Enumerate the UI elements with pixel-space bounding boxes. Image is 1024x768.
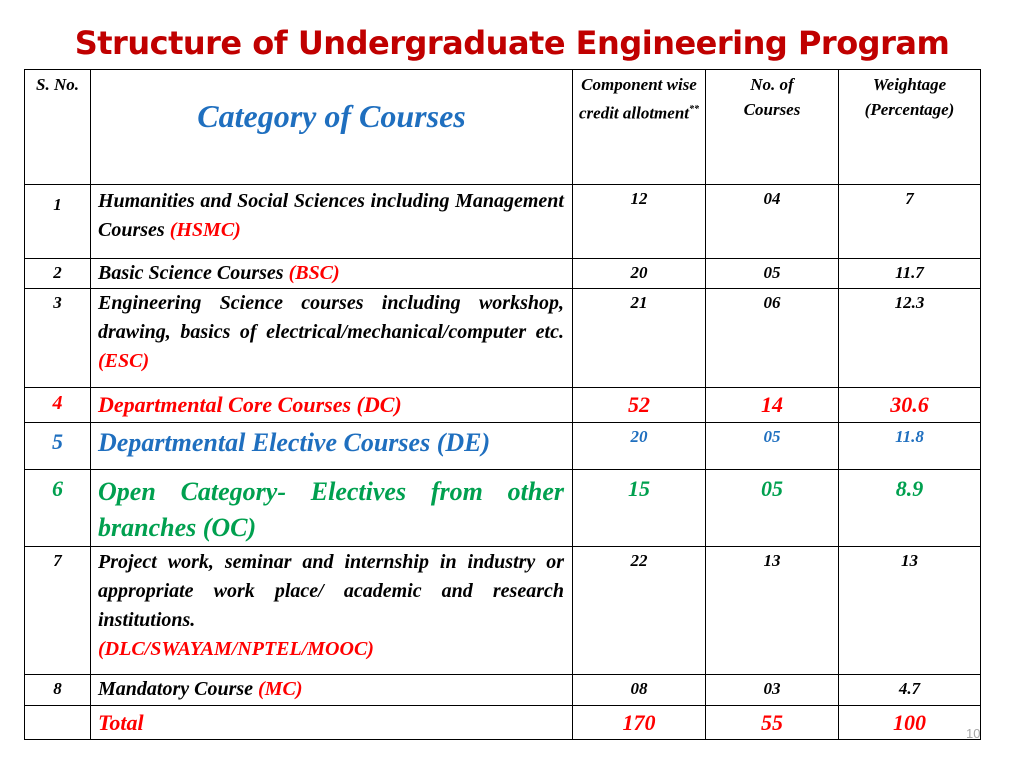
row-credit: 08 — [573, 675, 706, 706]
total-sno — [25, 706, 91, 740]
row-sno: 3 — [25, 289, 91, 388]
row-credit: 22 — [573, 547, 706, 675]
row-credit: 21 — [573, 289, 706, 388]
row-category — [91, 185, 573, 259]
row-sno: 8 — [25, 675, 91, 706]
row-courses: 05 — [706, 259, 839, 289]
row-sno: 1 — [25, 185, 91, 259]
page-title: Structure of Undergraduate Engineering Program — [74, 24, 950, 62]
program-structure-table — [24, 69, 981, 740]
table-row — [25, 547, 981, 675]
header-credit — [573, 70, 706, 185]
row-sno: 2 — [25, 259, 91, 289]
row-name: Departmental Core Courses (DC) — [91, 388, 573, 423]
row-courses: 05 — [706, 423, 839, 470]
table-row — [25, 423, 981, 470]
header-weightage: Weightage (Percentage) — [839, 70, 981, 185]
header-category: Category of Courses — [91, 70, 573, 185]
header-courses: No. of Courses — [706, 70, 839, 185]
table-row — [25, 185, 981, 259]
row-sno: 4 — [25, 388, 91, 423]
row-credit: 20 — [573, 423, 706, 470]
total-credit: 170 — [573, 706, 706, 740]
row-code: (ESC) — [98, 350, 150, 372]
row-weight: 4.7 — [839, 675, 981, 706]
row-name: Open Category- Electives from other branches (OC) — [91, 470, 573, 547]
row-category — [91, 547, 573, 675]
row-code: (BSC) — [288, 262, 340, 284]
total-label: Total — [91, 706, 573, 740]
row-credit: 12 — [573, 185, 706, 259]
row-sno: 6 — [25, 470, 91, 547]
row-credit: 52 — [573, 388, 706, 423]
row-category — [91, 675, 573, 706]
row-credit: 15 — [573, 470, 706, 547]
total-courses: 55 — [706, 706, 839, 740]
header-sno: S. No. — [25, 70, 91, 185]
row-weight: 13 — [839, 547, 981, 675]
header-credit-text: Component wise credit allotment — [578, 75, 697, 123]
row-weight: 11.7 — [839, 259, 981, 289]
row-courses: 04 — [706, 185, 839, 259]
row-category — [91, 259, 573, 289]
row-weight: 11.8 — [839, 423, 981, 470]
row-courses: 03 — [706, 675, 839, 706]
row-code: (HSMC) — [169, 219, 241, 241]
table-row — [25, 289, 981, 388]
total-weight: 100 — [839, 706, 981, 740]
row-code: (MC) — [258, 678, 303, 700]
row-weight: 30.6 — [839, 388, 981, 423]
table-row — [25, 470, 981, 547]
table-header-row — [25, 70, 981, 185]
row-name: Project work, seminar and internship in industry or appropriate work place/ academic and research institutions. — [98, 551, 564, 631]
row-weight: 8.9 — [839, 470, 981, 547]
table-row — [25, 259, 981, 289]
row-courses: 06 — [706, 289, 839, 388]
page-number: 10 — [966, 726, 981, 741]
row-courses: 14 — [706, 388, 839, 423]
row-name: Mandatory Course — [98, 678, 254, 700]
row-sno: 7 — [25, 547, 91, 675]
total-row — [25, 706, 981, 740]
row-courses: 13 — [706, 547, 839, 675]
row-weight: 7 — [839, 185, 981, 259]
row-name: Departmental Elective Courses (DE) — [91, 423, 573, 470]
row-sno: 5 — [25, 423, 91, 470]
row-code: (DLC/SWAYAM/NPTEL/MOOC) — [98, 638, 374, 660]
row-name: Humanities and Social Sciences including Management Courses — [98, 190, 564, 241]
row-name: Basic Science Courses — [98, 262, 284, 284]
row-category — [91, 289, 573, 388]
row-weight: 12.3 — [839, 289, 981, 388]
header-credit-sup: ** — [689, 104, 700, 115]
row-name: Engineering Science courses including workshop, drawing, basics of electrical/mechanical/computer etc. — [98, 292, 564, 343]
table-row — [25, 388, 981, 423]
row-courses: 05 — [706, 470, 839, 547]
row-credit: 20 — [573, 259, 706, 289]
table-row — [25, 675, 981, 706]
